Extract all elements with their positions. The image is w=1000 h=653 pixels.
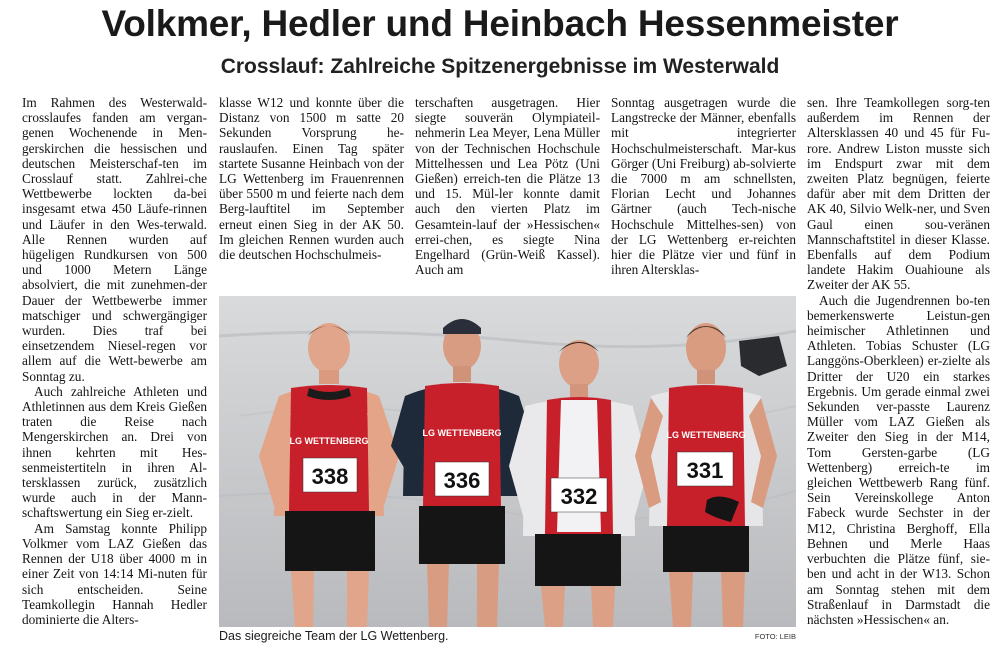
paragraph: Auch die Jugendrennen bo-ten bemerkenswerte Leistun-gen heimischer Athletinnen und Athleten. Tobias Schuster (LG Langgöns-Oberkleen) er-zielte als Dritter der U20 ein starkes Ergebnis. Um gerade einmal zwei Sekunden ver-passte Laurenz Müller vom LAZ Gießen als Zweiter den Sieg in der M14, Tom Gersten-garbe (LG Wettenberg) erreich-te im gleichen Wettbewerb Rang fünf. Sein Vereinskollege Anton Fabeck wurde Sechster in der M12, Christina Berghoff, Ella Behnen und Merle Haas verbuchten die Plätze fünf, sie-ben und acht in der W13. Schon am Sonntag stehen mit dem Straßenlauf in Darmstadt die nächsten »Hessischen« an. — [807, 292, 990, 627]
article-column-3 — [415, 95, 600, 293]
bib-number: 338 — [311, 464, 349, 489]
article-column-4 — [611, 95, 796, 293]
club-text: LG WETTENBERG — [422, 428, 502, 438]
bib-number: 332 — [560, 484, 598, 509]
paragraph: Sonntag ausgetragen wurde die Langstrecke der Männer, ebenfalls mit integrierter Hochschulmeisterschaft. Mar-kus Görger (Uni Freiburg) ab-solvierte die 7000 m am schnellsten, Florian Lecht und Johannes Gärtner (auch Tech-nische Hochschule Mittelhes-sen) von der LG Wettenberg er-reichten hier die Plätze vier und fünf in ihren Altersklas- — [611, 95, 796, 278]
headline: Volkmer, Hedler und Heinbach Hessenmeister — [101, 3, 899, 44]
paragraph: Im Rahmen des Westerwald-crosslaufes fanden am vergan-genen Wochenende in Men-gerskirchen die hessischen und deutschen Meisterschaf-ten im Crosslauf statt. Zahlrei-che Wettbewerbe lockten da-bei insgesamt etwa 450 Läufe-rinnen und Läufer in den Wes-terwald. Alle Rennen wurden auf hügeligen Rundkursen von 500 und 1000 Metern Länge absolviert, die mit zunehmen-der Dauer der Wettbewerbe immer matschiger und schwergängiger wurden. Dies traf bei einsetzendem Niesel-regen vor allem auf die Wett-bewerbe am Sonntag zu. — [22, 95, 207, 384]
paragraph: sen. Ihre Teamkollegen sorg-ten außerdem im Rennen der Altersklassen 40 und 45 für Fu-rore. Andrew Liston musste sich im Endspurt zwar mit dem zweiten Platz begnügen, feierte dafür aber mit dem Dritten der AK 40, Silvio Welk-ner, und Sven Gaul einen sou-veränen Mannschaftstitel in dieser Klasse. Ebenfalls auf dem Podium landete Hakim Ouahioune als Zweiter der AK 55. — [807, 95, 990, 293]
team-photo — [219, 296, 796, 627]
bib-number: 331 — [686, 458, 724, 483]
article-column-1 — [22, 95, 207, 647]
photo-credit: FOTO: LEIB — [754, 632, 796, 641]
paragraph: Am Samstag konnte Philipp Volkmer vom LAZ Gießen das Rennen der U18 über 4000 m in einer Zeit von 14:14 Mi-nuten für sich entscheiden. Seine Teamkollegin Hannah Hedler dominierte die Alters- — [22, 520, 207, 627]
paragraph: klasse W12 und konnte über die Distanz von 1500 m satte 20 Sekunden Vorsprung he-rauslaufen. Einen Tag später startete Susanne Heinbach von der LG Wettenberg im Frauenrennen über 5500 m und feierte nach dem Berg-lauftitel im September erneut einen Sieg in der AK 50. Im gleichen Rennen wurden auch die deutschen Hochschulmeis- — [219, 95, 404, 263]
subheadline: Crosslauf: Zahlreiche Spitzenergebnisse im Westerwald — [220, 55, 780, 78]
club-text: LG WETTENBERG — [666, 430, 746, 440]
article-column-5 — [807, 95, 990, 647]
club-text: LG WETTENBERG — [289, 436, 369, 446]
photo-caption: Das siegreiche Team der LG Wettenberg. — [219, 629, 449, 643]
bib-number: 336 — [443, 468, 481, 493]
paragraph: terschaften ausgetragen. Hier siegte souverän Olympiateil-nehmerin Lea Meyer, Lena Müller von der Technischen Hochschule Mittelhessen und Lea Pötz (Uni Gießen) erreich-ten die Plätze 13 und 15. Mül-ler konnte damit auch den vierten Platz im Gesamtein-lauf der »Hessischen« errei-chen, es siegte Nina Engelhard (Grün-Weiß Kassel). Auch am — [415, 95, 600, 278]
paragraph: Auch zahlreiche Athleten und Athletinnen aus dem Kreis Gießen traten die Reise nach Mengerskirchen an. Drei von ihnen kehrten mit Hes-senmeistertiteln in ihren Al-tersklassen zurück, zusätzlich wurde auch in der Mann-schaftswertung ein Sieg er-zielt. — [22, 383, 207, 521]
article-column-2 — [219, 95, 404, 293]
team-photo-illustration — [219, 296, 796, 627]
